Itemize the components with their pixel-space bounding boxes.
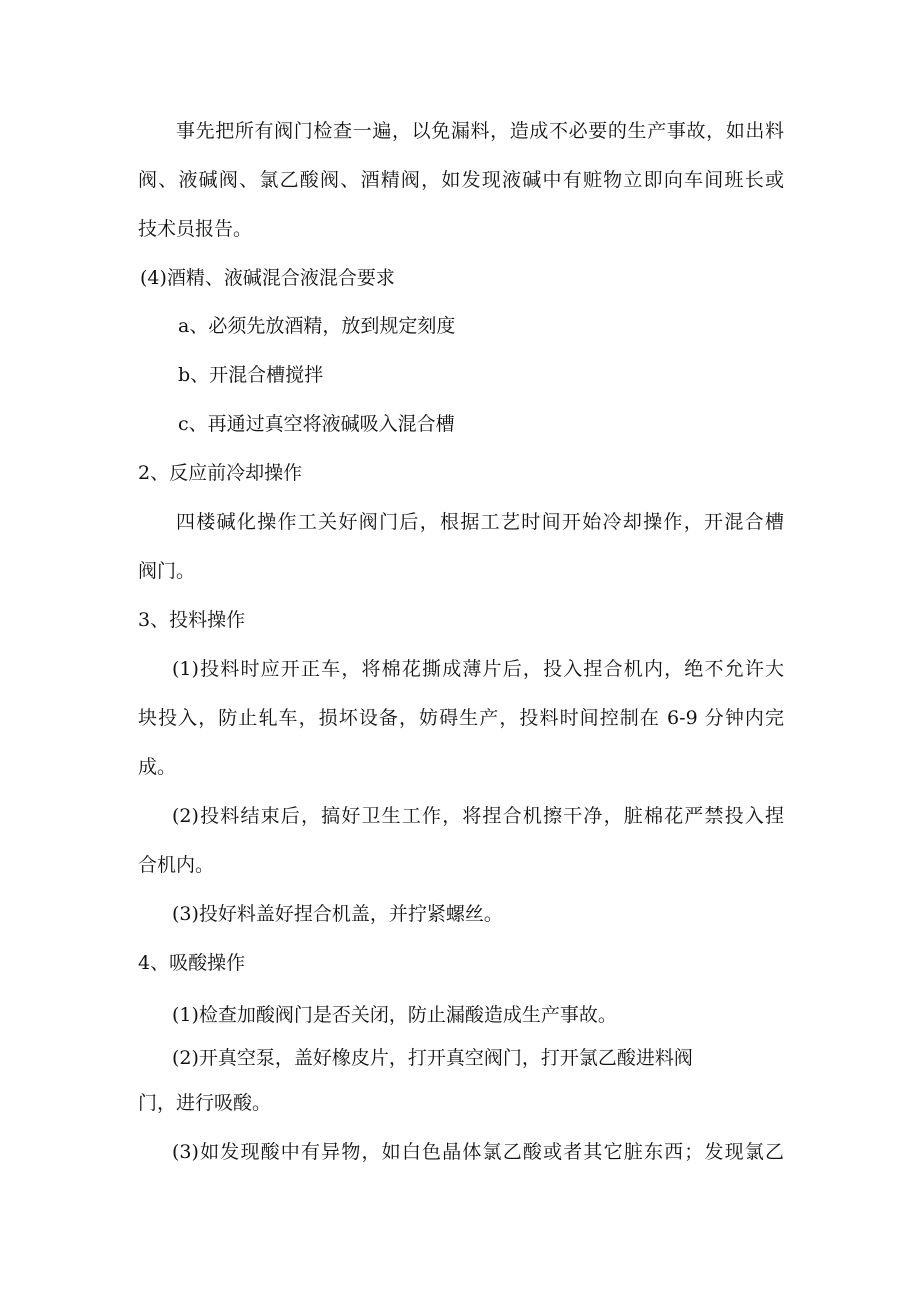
paragraph-line: (2)投料结束后，搞好卫生工作，将捏合机擦干净，脏棉花严禁投入捏 <box>172 805 784 827</box>
paragraph-line: (1)投料时应开正车，将棉花撕成薄片后，投入捏合机内，绝不允许大 <box>172 658 784 680</box>
section-heading: (4)酒精、液碱混合液混合要求 <box>140 267 395 289</box>
paragraph-line: (3)如发现酸中有异物，如白色晶体氯乙酸或者其它脏东西；发现氯乙 <box>172 1141 784 1163</box>
paragraph-line: 阀、液碱阀、氯乙酸阀、酒精阀，如发现液碱中有赃物立即向车间班长或 <box>138 169 784 191</box>
paragraph-line: 合机内。 <box>138 854 215 876</box>
list-item: a、必须先放酒精，放到规定刻度 <box>178 315 456 337</box>
paragraph-line: (1)检查加酸阀门是否关闭，防止漏酸造成生产事故。 <box>172 1004 617 1026</box>
section-heading: 3、投料操作 <box>138 609 246 631</box>
list-item: c、再通过真空将液碱吸入混合槽 <box>178 413 455 435</box>
paragraph-line: 块投入，防止轧车，损坏设备，妨碍生产，投料时间控制在 6-9 分钟内完 <box>138 707 784 729</box>
section-heading: 2、反应前冷却操作 <box>138 462 303 484</box>
paragraph-line: (3)投好料盖好捏合机盖，并拧紧螺丝。 <box>172 903 503 925</box>
section-heading: 4、吸酸操作 <box>138 952 246 974</box>
paragraph-line: 四楼碱化操作工关好阀门后，根据工艺时间开始冷却操作，开混合槽 <box>176 511 784 533</box>
paragraph-line: 事先把所有阀门检查一遍，以免漏料，造成不必要的生产事故，如出料 <box>176 120 784 142</box>
paragraph-line: 成。 <box>138 756 177 778</box>
paragraph-line: 门，进行吸酸。 <box>138 1092 272 1114</box>
paragraph-line: 技术员报告。 <box>138 218 253 240</box>
paragraph-line: 阀门。 <box>138 560 196 582</box>
paragraph-line: (2)开真空泵，盖好橡皮片，打开真空阀门，打开氯乙酸进料阀 <box>172 1047 693 1069</box>
list-item: b、开混合槽搅拌 <box>178 364 324 386</box>
